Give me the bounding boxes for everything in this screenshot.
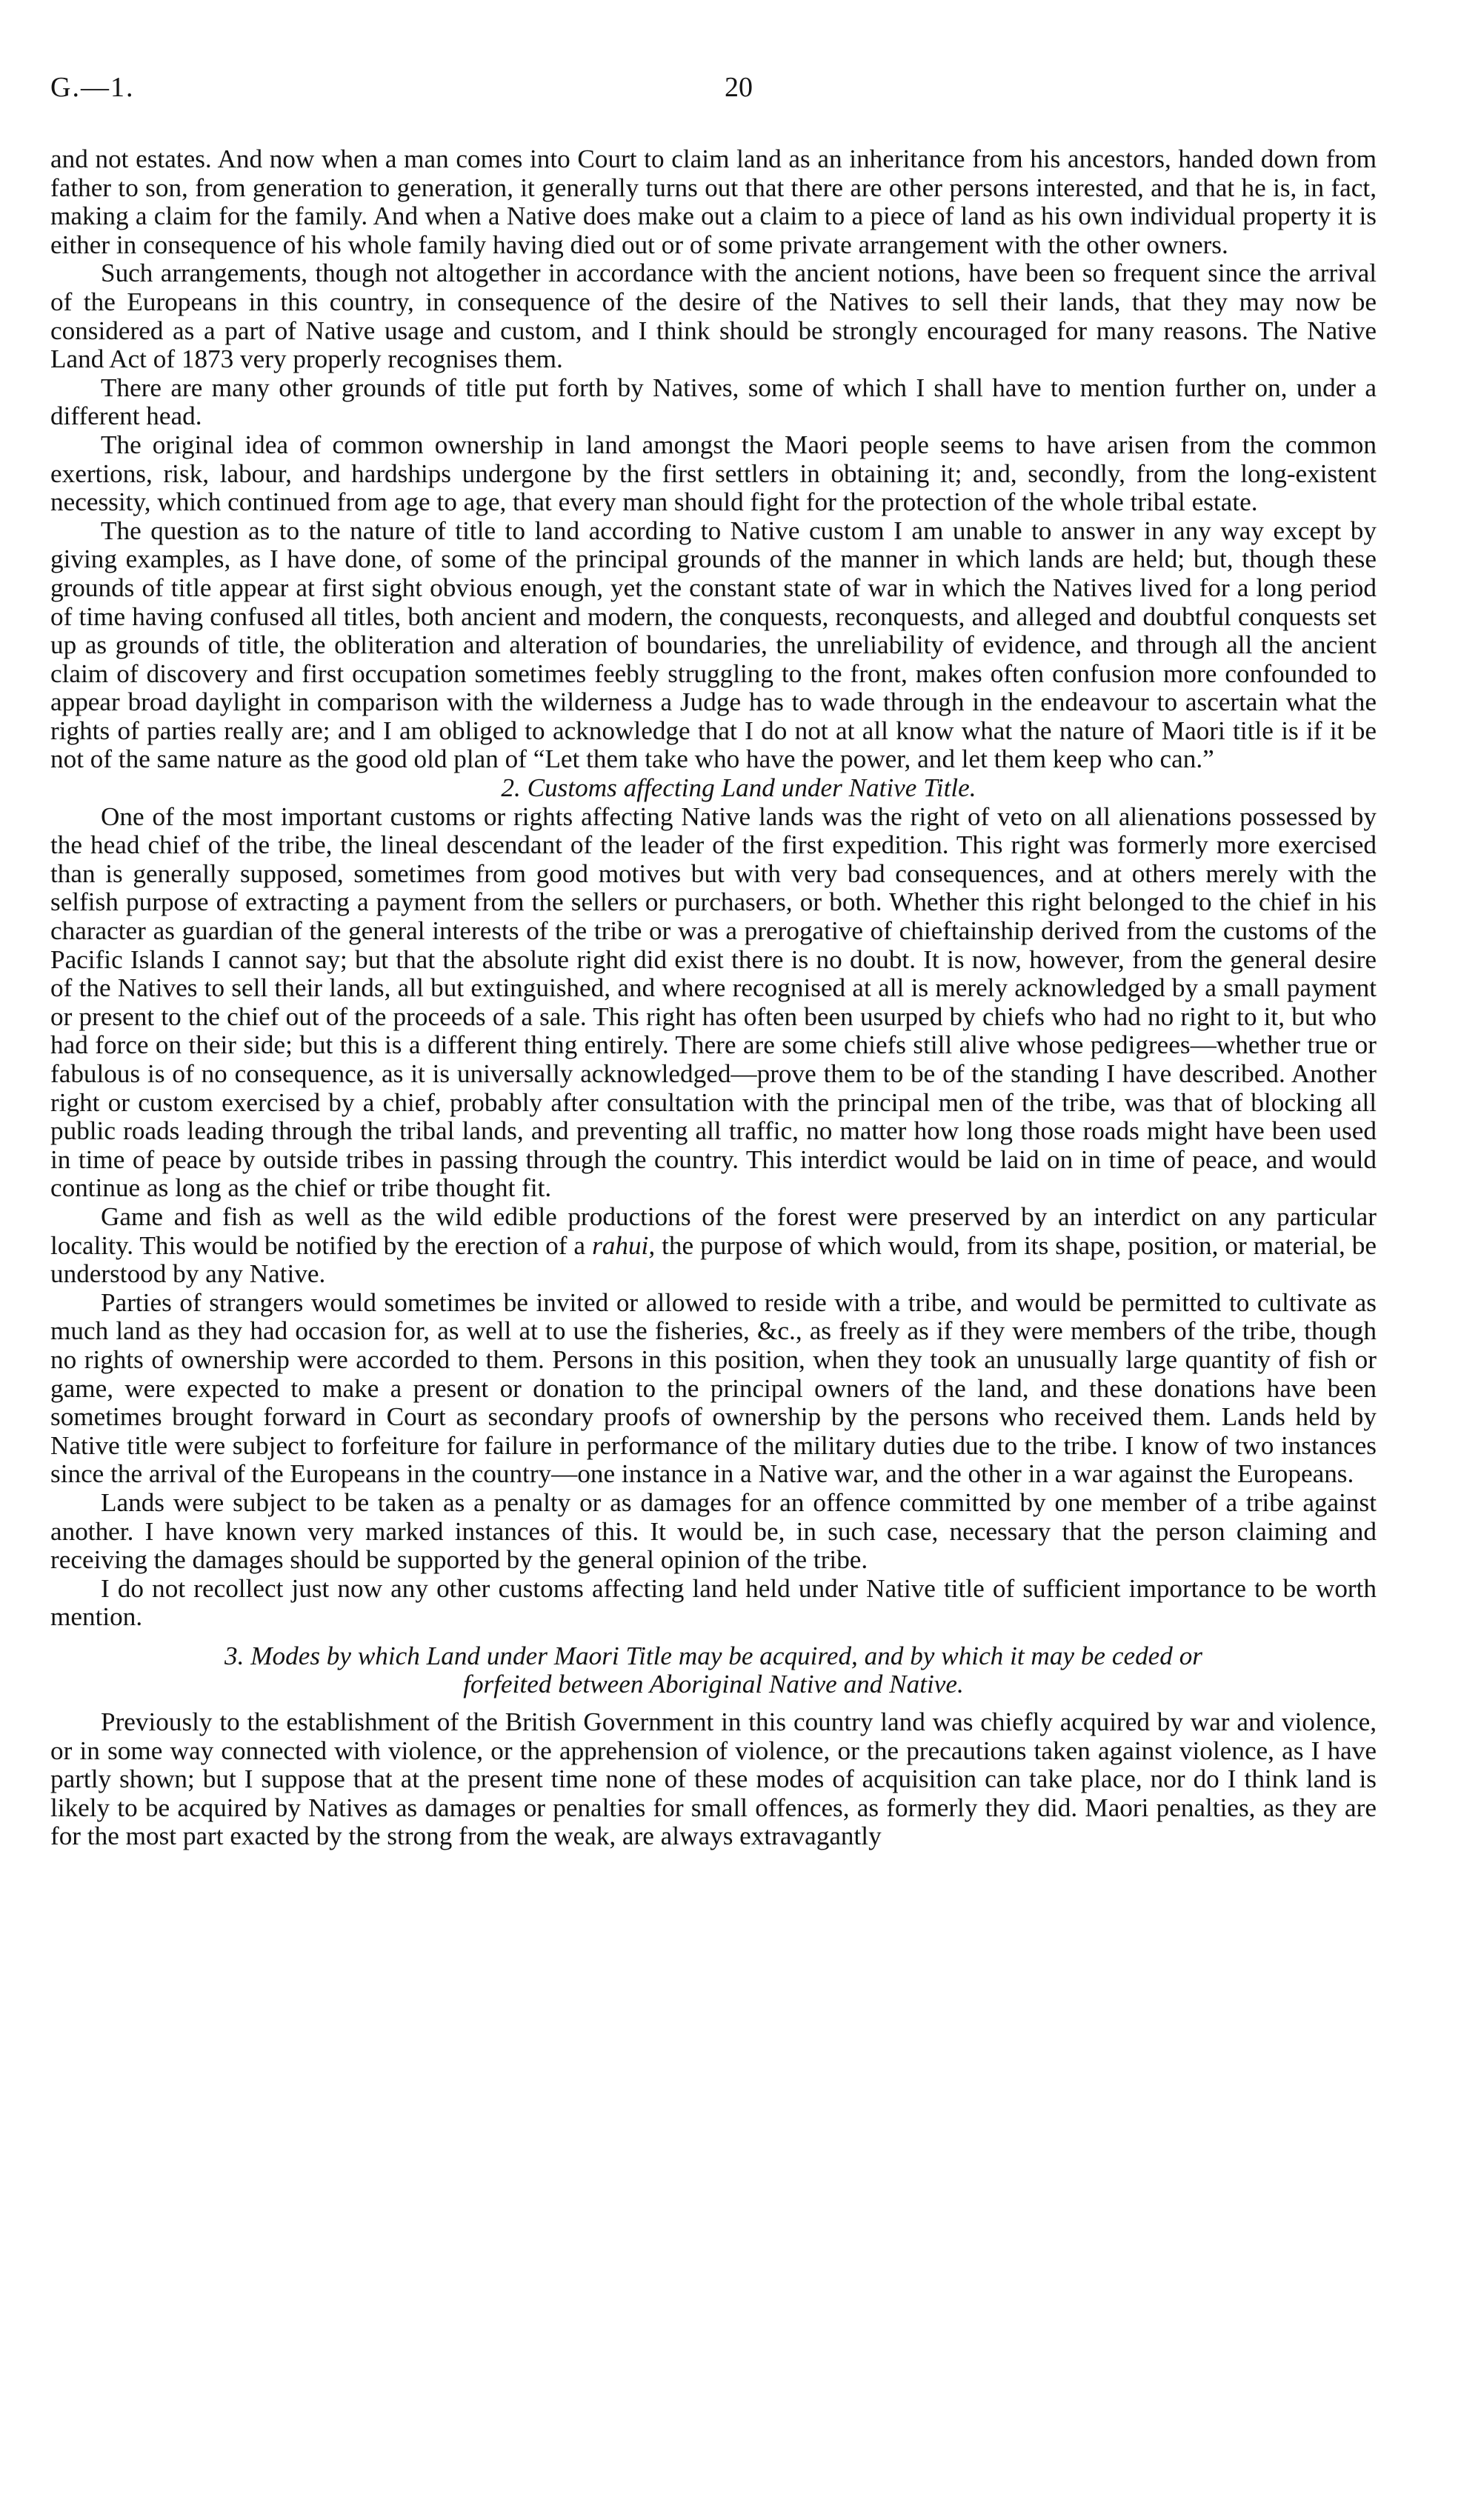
maori-term: rahui, [592,1230,656,1260]
section-heading-line: 3. Modes by which Land under Maori Title may be acquired, and by which it may be ceded or [224,1641,1202,1670]
document-body [50,145,1377,1851]
paragraph [50,1203,1377,1289]
paragraph: Previously to the establishment of the British Government in this country land was chiefly acquired by war and violence, or in some way connected with violence, or the apprehension of violence, or the precautions taken against violence, as I have partly shown; but I suppose that at the present time none of these modes of acquisition can take place, nor do I think land is likely to be acquired by Natives as damages or penalties for small offences, as formerly they did. Maori penalties, as they are for the most part exacted by the strong from the weak, are always extravagantly [50,1707,1377,1851]
paragraph-text: the purpose of which would, from its shape, position, or material, be understood by any Native. [50,1230,1377,1289]
paragraph-continuation: and not estates. And now when a man comes into Court to claim land as an inheritance from his ancestors, handed down from father to son, from generation to generation, it generally turns out that there are other persons interested, and that he is, in fact, making a claim for the family. And when a Native does make out a claim to a piece of land as his own individual property it is either in consequence of his whole family having died out or of some private arrangement with the other owners. [50,144,1377,259]
section-heading [50,1642,1377,1699]
page-number: 20 [725,72,753,103]
paragraph-text: Game and fish as well as the wild edible productions of the forest were preserved by an interdict on any particular locality. This would be notified by the erection of a [50,1201,1377,1260]
page-header [50,71,1362,116]
paragraph: The question as to the nature of title to land according to Native custom I am unable to answer in any way except by giving examples, as I have done, of some of the principal grounds of the manner in which lands are held; but, though these grounds of title appear at first sight obvious enough, yet the constant state of war in which the Natives lived for a long period of time having confused all titles, both ancient and modern, the conquests, reconquests, and alleged and doubtful conquests set up as grounds of title, the obliteration and alteration of boundaries, the unreliability of evidence, and through all the ancient claim of discovery and first occupation sometimes feebly struggling to the front, makes often confusion more confounded to appear broad daylight in comparison with the wilderness a Judge has to wade through in the endeavour to ascertain what the rights of parties really are; and I am obliged to acknowledge that I do not at all know what the nature of Maori title is if it be not of the same nature as the good old plan of “Let them take who have the power, and let them keep who can.” [50,516,1377,774]
paragraph: Lands were subject to be taken as a penalty or as damages for an offence committed by one member of a tribe against another. I have known very marked instances of this. It would be, in such case, necessary that the person claiming and receiving the damages should be supported by the general opinion of the tribe. [50,1487,1377,1575]
section-heading-line: forfeited between Aboriginal Native and Native. [463,1670,964,1699]
paragraph: Parties of strangers would sometimes be invited or allowed to reside with a tribe, and would be permitted to cultivate as much land as they had occasion for, as well at to use the fisheries, &c., as freely as if they were members of the tribe, though no rights of ownership were accorded to them. Persons in this position, when they took an unusually large quantity of fish or game, were expected to make a present or donation to the principal owners of the land, and these donations have been sometimes brought forward in Court as secondary proofs of ownership by the persons who received them. Lands held by Native title were subject to forfeiture for failure in performance of the military duties due to the tribe. I know of two instances since the arrival of the Europeans in the country—one instance in a Native war, and the other in a war against the Europeans. [50,1287,1377,1489]
paragraph: Such arrangements, though not altogether in accordance with the ancient notions, have been so frequent since the arrival of the Europeans in this country, in consequence of the desire of the Natives to sell their lands, that they may now be considered as a part of Native usage and custom, and I think should be strongly encouraged for many reasons. The Native Land Act of 1873 very properly recognises them. [50,259,1377,374]
paragraph: I do not recollect just now any other customs affecting land held under Native title of sufficient importance to be worth mention. [50,1573,1377,1632]
document-code: G.—1. [50,72,135,103]
section-heading: 2. Customs affecting Land under Native Title. [501,773,976,803]
paragraph: One of the most important customs or rights affecting Native lands was the right of veto on all alienations possessed by the head chief of the tribe, the lineal descendant of the leader of the first expedition. This right was formerly more exercised than is generally supposed, sometimes from good motives but with very bad consequences, and at others merely with the selfish purpose of extracting a payment from the sellers or purchasers, or both. Whether this right belonged to the chief in his character as guardian of the general interests of the tribe or was a prerogative of chieftainship derived from the customs of the Pacific Islands I cannot say; but that the absolute right did exist there is no doubt. It is now, however, from the general desire of the Natives to sell their lands, all but extinguished, and where recognised at all is merely acknowledged by a small payment or present to the chief out of the proceeds of a sale. This right has often been usurped by chiefs who had no right to it, but who had force on their side; but this is a different thing entirely. There are some chiefs still alive whose pedigrees—whether true or fabulous is of no consequence, as it is universally acknowledged—prove them to be of the standing I have described. Another right or custom exercised by a chief, probably after consultation with the principal men of the tribe, was that of blocking all public roads leading through the tribal lands, and preventing all traffic, no matter how long those roads might have been used in time of peace by outside tribes in passing through the country. This interdict would be laid on in time of peace, and would continue as long as the chief or tribe thought fit. [50,801,1377,1203]
paragraph: There are many other grounds of title put forth by Natives, some of which I shall have to mention further on, under a different head. [50,373,1377,431]
paragraph: The original idea of common ownership in land amongst the Maori people seems to have arisen from the common exertions, risk, labour, and hardships undergone by the first settlers in obtaining it; and, secondly, from the long-existent necessity, which continued from age to age, that every man should fight for the protection of the whole tribal estate. [50,430,1377,517]
